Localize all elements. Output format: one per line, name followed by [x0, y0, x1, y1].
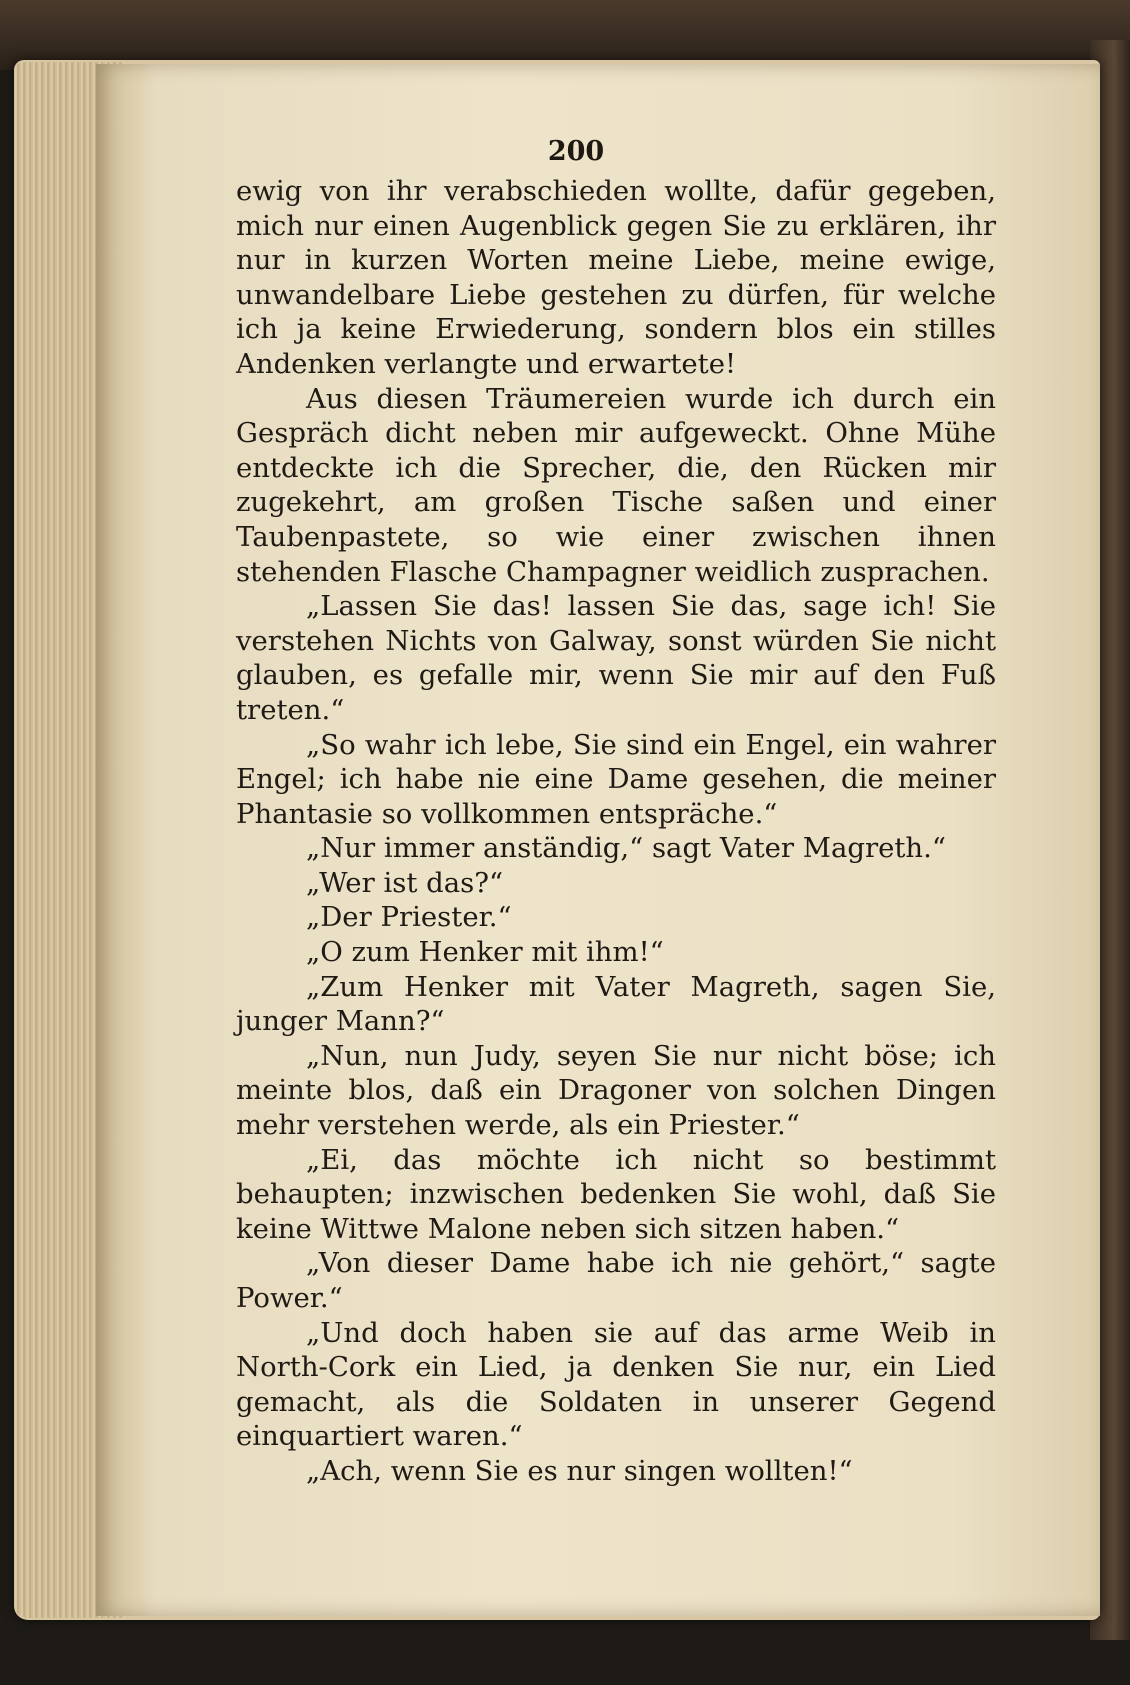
paragraph: ewig von ihr verabschieden wollte, dafür gegeben, mich nur einen Augenblick gegen Sie zu erklären, ihr nur in kurzen Worten meine Liebe, meine ewige, unwandelbare Liebe gestehen zu dürfen, für welche ich ja keine Erwiederung, sondern blos ein stilles Andenken verlangte und erwartete!: [236, 175, 996, 380]
paragraph: „Nur immer anständig,“ sagt Vater Magreth.“: [306, 832, 946, 865]
paragraph: „Zum Henker mit Vater Magreth, sagen Sie, junger Mann?“: [236, 970, 996, 1038]
book-page: [96, 64, 1100, 1616]
page-number: 200: [547, 136, 605, 167]
paragraph: „Ei, das möchte ich nicht so bestimmt behaupten; inzwischen bedenken Sie wohl, daß Sie keine Wittwe Malone neben sich sitzen haben.“: [236, 1143, 996, 1245]
paragraph: „Ach, wenn Sie es nur singen wollten!“: [306, 1454, 853, 1487]
paragraph: „Nun, nun Judy, seyen Sie nur nicht böse; ich meinte blos, daß ein Dragoner von solchen Dingen mehr verstehen werde, als ein Priester.“: [236, 1039, 996, 1142]
paragraph: „Wer ist das?“: [306, 866, 504, 899]
page-body-text: [236, 174, 996, 1489]
paragraph: „Lassen Sie das! lassen Sie das, sage ich! Sie verstehen Nichts von Galway, sonst würden Sie nicht glauben, es gefalle mir, wenn Sie mir auf den Fuß treten.“: [236, 590, 996, 726]
paragraph: „Und doch haben sie auf das arme Weib in North-Cork ein Lied, ja denken Sie nur, ein Lied gemacht, als die Soldaten in unserer Gegend einquartiert waren.“: [236, 1316, 996, 1453]
paragraph: „So wahr ich lebe, Sie sind ein Engel, ein wahrer Engel; ich habe nie eine Dame gesehen, die meiner Phantasie so vollkommen entspräche.“: [236, 728, 996, 830]
paragraph: Aus diesen Träumereien wurde ich durch ein Gespräch dicht neben mir aufgeweckt. Ohne Mühe entdeckte ich die Sprecher, die, den Rücken mir zugekehrt, am großen Tische saßen und einer Taubenpastete, so wie einer zwischen ihnen stehenden Flasche Champagner weidlich zusprachen.: [236, 382, 996, 588]
paragraph: „Der Priester.“: [306, 901, 512, 934]
paragraph: „O zum Henker mit ihm!“: [306, 936, 664, 969]
paragraph: „Von dieser Dame habe ich nie gehört,“ sagte Power.“: [236, 1247, 996, 1314]
